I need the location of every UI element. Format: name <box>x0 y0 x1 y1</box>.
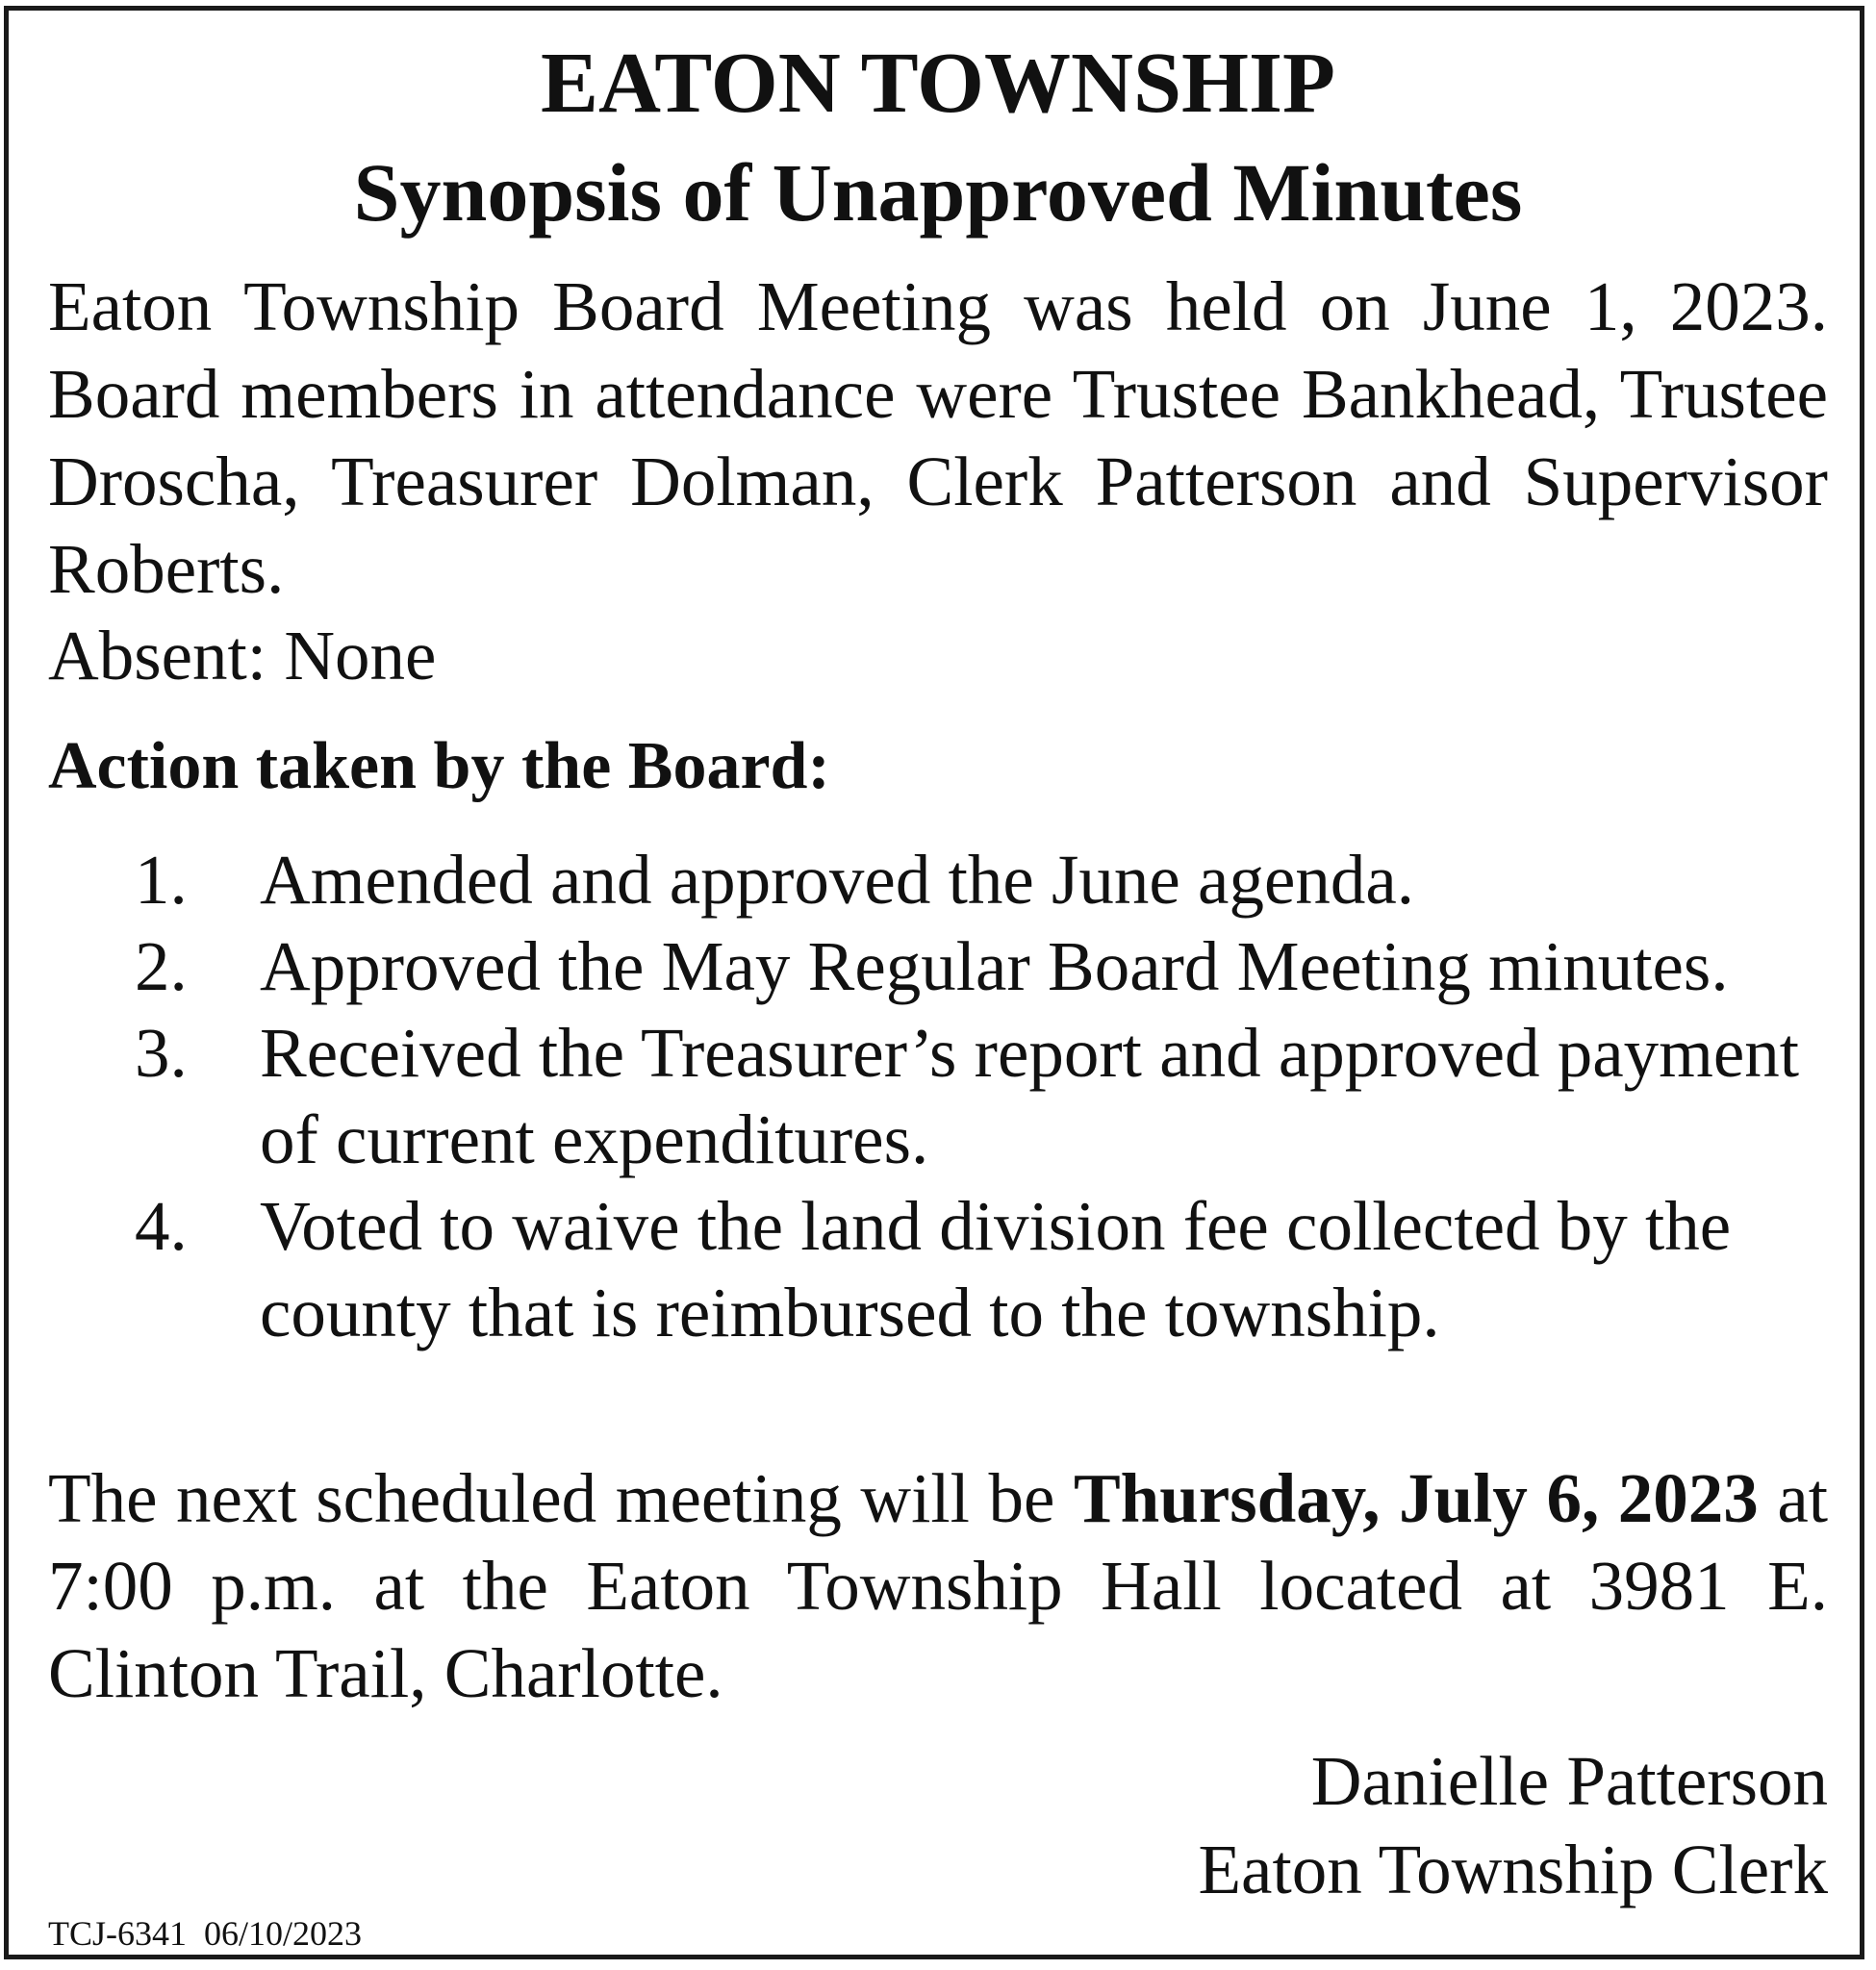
action-item-text: Voted to waive the land division fee collected by the county that is reimbursed to the township. <box>260 1187 1732 1351</box>
notice-subtitle: Synopsis of Unapproved Minutes <box>353 146 1523 239</box>
action-item <box>0 1010 1818 1183</box>
next-meeting-date: Thursday, July 6, 2023 <box>1073 1459 1759 1537</box>
signature-title: Eaton Township Clerk <box>1198 1831 1828 1908</box>
absent-line: Absent: None <box>48 617 437 695</box>
next-meeting-lead: The next scheduled meeting will be <box>48 1459 1074 1537</box>
action-item <box>0 837 1818 923</box>
next-meeting-details: at 7:00 p.m. at the Eaton Township Hall located at 3981 E. Clinton Trail, Charlotte. <box>48 1459 1828 1712</box>
action-item-number: 2. <box>135 927 188 1005</box>
action-item-number: 1. <box>135 841 188 919</box>
action-item <box>0 923 1818 1010</box>
attendance-paragraph: Eaton Township Board Meeting was held on June 1, 2023. Board members in attendance were Trustee Bankhead, Trustee Droscha, Treasurer Dolman, Clerk Patterson and Supervisor Roberts. <box>48 267 1828 608</box>
action-item-text: Approved the May Regular Board Meeting minutes. <box>260 927 1729 1005</box>
publication-reference: TCJ-6341 06/10/2023 <box>48 1914 363 1953</box>
signature-name: Danielle Patterson <box>1310 1742 1828 1820</box>
action-item-number: 3. <box>135 1014 188 1092</box>
action-heading: Action taken by the Board: <box>48 729 830 803</box>
action-item-text: Amended and approved the June agenda. <box>260 841 1415 919</box>
action-item-text: Received the Treasurer’s report and approved payment of current expenditures. <box>260 1014 1800 1178</box>
notice-title: EATON TOWNSHIP <box>540 36 1336 131</box>
next-meeting-paragraph <box>48 1454 1828 1717</box>
action-item <box>0 1183 1818 1356</box>
action-item-number: 4. <box>135 1187 188 1265</box>
action-list <box>0 837 1876 1356</box>
